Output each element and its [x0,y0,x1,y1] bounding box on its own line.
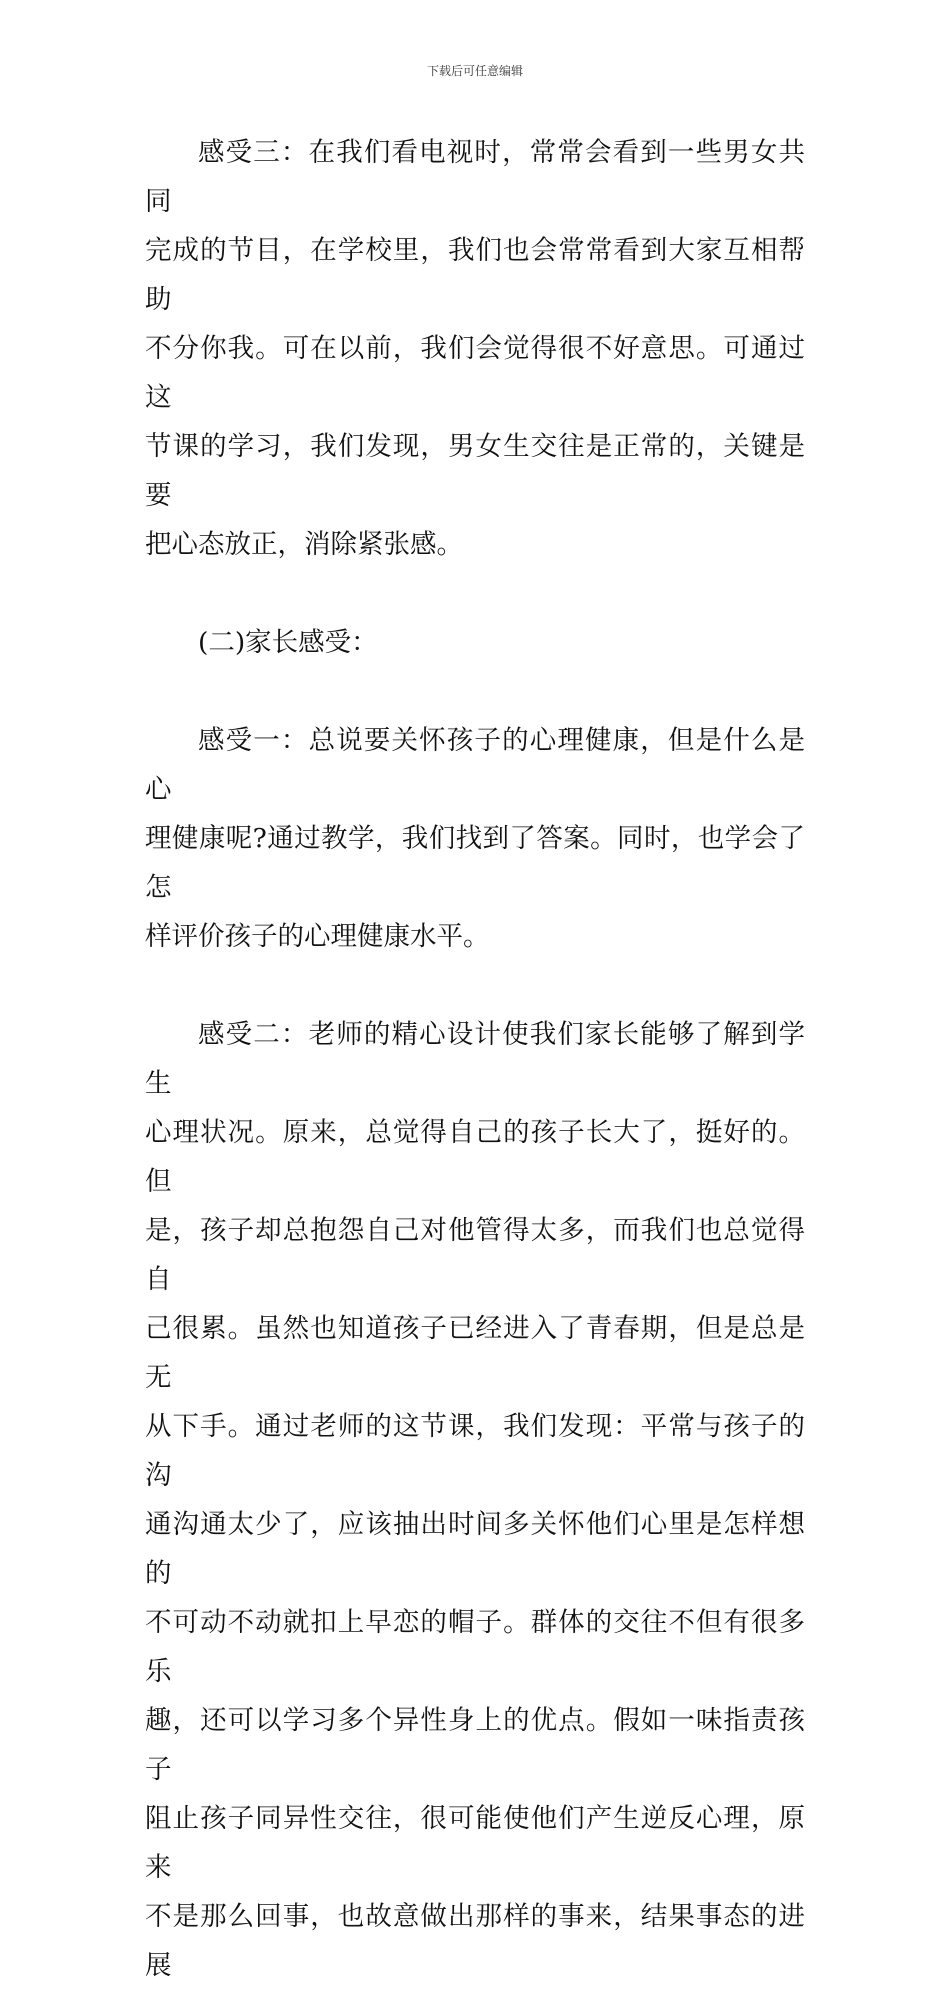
text-line: 节课的学习，我们发现，男女生交往是正常的，关键是要 [145,431,805,511]
text-line: 阻止孩子同异性交往，很可能使他们产生逆反心理，原来 [145,1803,805,1883]
text-line: 心理状况。原来，总觉得自己的孩子长大了，挺好的。但 [145,1117,805,1197]
text-line: 通沟通太少了，应该抽出时间多关怀他们心里是怎样想的 [145,1509,805,1589]
section-heading: (二)家长感受： [198,627,378,658]
section-heading-parent-feelings [145,618,805,667]
text-line: 感受二：老师的精心设计使我们家长能够了解到学生 [145,1019,805,1099]
text-line: 从下手。通过老师的这节课，我们发现：平常与孩子的沟 [145,1411,805,1491]
text-line: 己很累。虽然也知道孩子已经进入了青春期，但是总是无 [145,1313,805,1393]
text-line: 把心态放正，消除紧张感。 [145,529,463,560]
paragraph-feeling-one [145,716,805,961]
text-line: 感受三：在我们看电视时，常常会看到一些男女共同 [145,137,805,217]
text-line: 完成的节目，在学校里，我们也会常常看到大家互相帮助 [145,235,805,315]
text-line: 样评价孩子的心理健康水平。 [145,921,490,952]
paragraph-feeling-two [145,1010,805,1990]
text-line: 趣，还可以学习多个异性身上的优点。假如一味指责孩子 [145,1705,805,1785]
text-line: 不分你我。可在以前，我们会觉得很不好意思。可通过这 [145,333,805,413]
text-line: 是，孩子却总抱怨自己对他管得太多，而我们也总觉得自 [145,1215,805,1295]
text-line: 不是那么回事，也故意做出那样的事来，结果事态的进展 [145,1901,805,1981]
page-header-note: 下载后可任意编辑 [426,64,523,78]
text-line: 不可动不动就扣上早恋的帽子。群体的交往不但有很多乐 [145,1607,805,1687]
text-line: 理健康呢?通过教学，我们找到了答案。同时，也学会了怎 [145,823,805,903]
paragraph-feeling-three [145,128,805,569]
document-body [145,128,805,1990]
text-line: 感受一：总说要关怀孩子的心理健康，但是什么是心 [145,725,805,805]
